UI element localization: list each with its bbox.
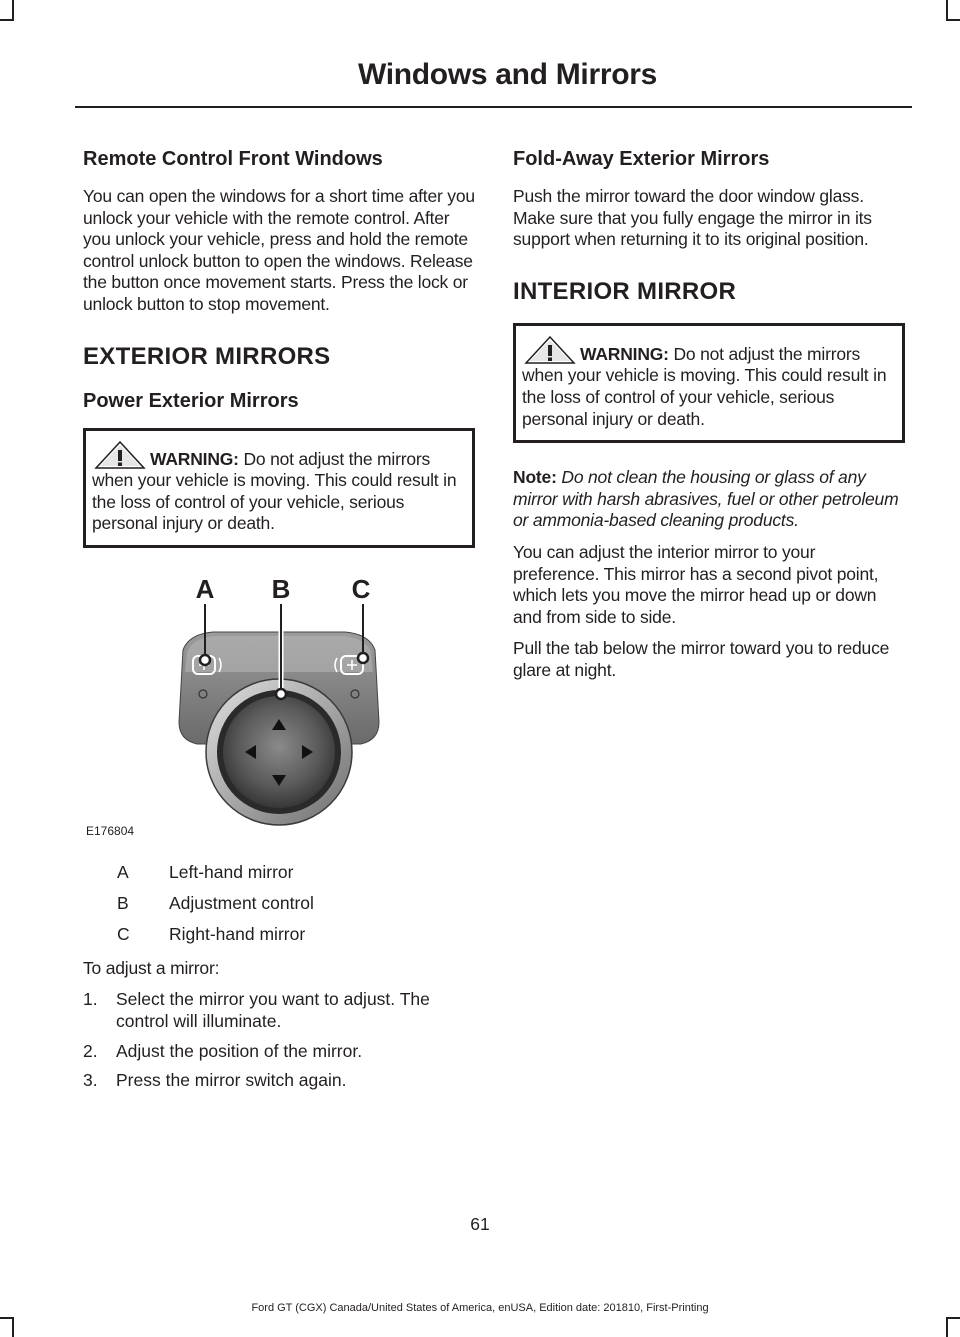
legend-key: B [117,893,129,914]
foldaway-heading: Fold-Away Exterior Mirrors [513,148,770,170]
legend-row [83,924,475,946]
header-rule [75,106,912,108]
page-number: 61 [470,1214,490,1234]
note-paragraph [513,467,905,532]
legend-key: C [117,924,130,945]
mirror-switch-illustration [83,572,475,844]
callout-b: B [271,573,291,604]
warning-text: Do not adjust the mirrors when your vehicle is moving. This could result in the loss of control of your vehicle, serious personal injury or death. [92,448,457,534]
crop-mark [12,1318,14,1337]
callout-a: A [195,573,215,604]
figure-id: E176804 [86,823,135,838]
step-number: 2. [83,1040,98,1061]
right-column [513,146,905,692]
interior-body-1: You can adjust the interior mirror to your preference. This mirror has a second pivot point, which lets you move the mirror head up or down and from side to side. [513,541,879,627]
legend-value: Right-hand mirror [169,924,306,945]
crop-mark [946,0,948,20]
crop-mark [946,1318,948,1337]
step-text: Adjust the position of the mirror. [116,1040,363,1061]
warning-box [83,428,475,548]
step-text: Select the mirror you want to adjust. The control will illuminate. [116,989,430,1031]
warning-triangle-icon [94,441,146,469]
power-mirrors-heading: Power Exterior Mirrors [83,389,299,412]
crop-mark [12,0,14,20]
page-footer: Ford GT (CGX) Canada/United States of America, enUSA, Edition date: 201810, First-Printing [251,1302,709,1314]
note-text: Do not clean the housing or glass of any mirror with harsh abrasives, fuel or other petroleum or ammonia-based cleaning products. [513,467,899,531]
legend-key: A [117,861,129,882]
page-title: Windows and Mirrors [357,58,657,91]
list-item [83,1041,475,1063]
crop-mark [946,1317,960,1319]
adjust-steps [83,989,475,1091]
crop-mark [946,19,960,21]
step-number: 1. [83,989,98,1010]
interior-mirror-heading: INTERIOR MIRROR [513,277,737,305]
crop-mark [0,19,14,21]
list-item [83,989,475,1032]
interior-body-2: Pull the tab below the mirror toward you to reduce glare at night. [513,638,890,680]
note-label: Note: [513,467,557,488]
crop-mark [0,1317,14,1319]
legend-row [83,893,475,915]
warning-label: WARNING: [150,448,239,469]
warning-label: WARNING: [580,343,669,364]
callout-c: C [351,573,371,604]
step-number: 3. [83,1070,98,1091]
mirror-control-figure [83,572,475,844]
figure-legend [83,862,475,946]
remote-windows-heading: Remote Control Front Windows [83,148,383,170]
left-column [83,146,475,1100]
step-text: Press the mirror switch again. [116,1070,347,1091]
remote-windows-body: You can open the windows for a short time after you unlock your vehicle with the remote control. After you unlock your vehicle, press and hold the remote control unlock button to open the windows. Release the button once movement starts. Press the lock or unlock button to stop movement. [83,186,475,314]
warning-text: Do not adjust the mirrors when your vehicle is moving. This could result in the loss of control of your vehicle, serious personal injury or death. [522,343,887,429]
warning-box [513,323,905,443]
adjust-intro: To adjust a mirror: [83,957,220,978]
warning-triangle-icon [524,336,576,364]
exterior-mirrors-heading: EXTERIOR MIRRORS [83,342,331,370]
legend-value: Left-hand mirror [169,861,294,882]
list-item [83,1070,475,1092]
legend-value: Adjustment control [169,893,314,914]
legend-row [83,862,475,884]
foldaway-body: Push the mirror toward the door window glass. Make sure that you fully engage the mirror in its support when returning it to its original position. [513,186,872,250]
